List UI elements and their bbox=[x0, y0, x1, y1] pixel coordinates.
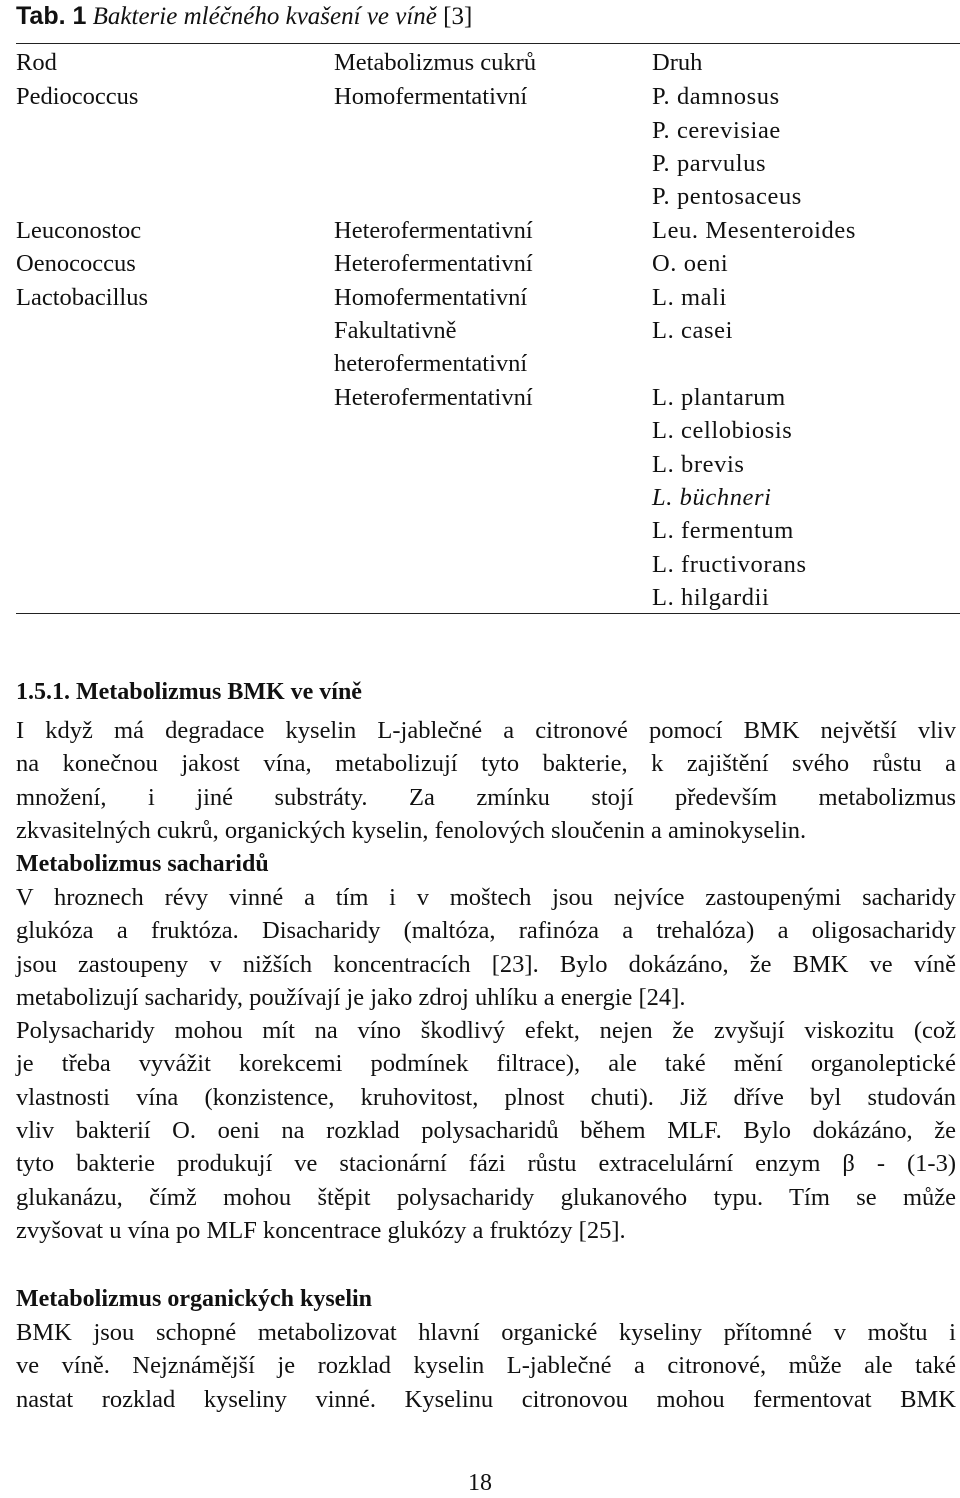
species-l-hilgardii: L. hilgardii bbox=[652, 584, 770, 611]
subheading-organicke-kyseliny: Metabolizmus organických kyselin bbox=[16, 1286, 373, 1312]
sacharidy-paragraph bbox=[16, 881, 956, 1247]
paragraph-line: na konečnou jakost vína, metabolizují tyto bakterie, k zajištění svého růstu a bbox=[16, 750, 956, 778]
species-l-fructivorans: L. fructivorans bbox=[652, 551, 807, 578]
header-metabolizmus: Metabolizmus cukrů bbox=[334, 49, 537, 76]
species-l-buchneri: L. büchneri bbox=[652, 484, 772, 511]
species-p-pentosaceus: P. pentosaceus bbox=[652, 183, 802, 210]
meta-lactobacillus-fakultativne: Fakultativně bbox=[334, 317, 457, 344]
species-p-damnosus: P. damnosus bbox=[652, 83, 780, 110]
caption-reference: [3] bbox=[443, 3, 473, 30]
paragraph-line: BMK jsou schopné metabolizovat hlavní organické kyseliny přítomné v moštu i bbox=[16, 1319, 956, 1346]
species-leu-mesenteroides: Leu. Mesenteroides bbox=[652, 217, 857, 244]
table-bottom-rule bbox=[16, 613, 960, 614]
meta-lactobacillus-fakultativne-cont: heterofermentativní bbox=[334, 350, 528, 377]
organicke-kyseliny-paragraph bbox=[16, 1316, 956, 1416]
meta-leuconostoc: Heterofermentativní bbox=[334, 217, 533, 244]
paragraph-line: je třeba vyvážit korekcemi podmínek filtrace), ale také mění organoleptické bbox=[16, 1050, 956, 1078]
meta-lactobacillus-hetero: Heterofermentativní bbox=[334, 384, 533, 411]
paragraph-line: vlastnosti vína (konzistence, kruhovitost, plnost chuti). Již dříve byl studován bbox=[16, 1083, 956, 1111]
species-l-casei: L. casei bbox=[652, 317, 733, 344]
header-druh: Druh bbox=[652, 49, 703, 76]
table-caption bbox=[16, 0, 472, 33]
paragraph-line: Polysacharidy mohou mít na víno škodlivý efekt, nejen že zvyšují viskozitu (což bbox=[16, 1017, 956, 1045]
paragraph-line: metabolizují sacharidy, používají je jako zdroj uhlíku a energie [24]. bbox=[16, 983, 686, 1011]
meta-oenococcus: Heterofermentativní bbox=[334, 250, 533, 277]
paragraph-line: ve víně. Nejznámější je rozklad kyselin L-jablečné a citronové, může ale také bbox=[16, 1352, 956, 1380]
paragraph-line: množení, i jiné substráty. Za zmínku stojí především metabolizmus bbox=[16, 783, 956, 811]
paragraph-line: glukanázu, čímž mohou štěpit polysacharidy glukanového typu. Tím se může bbox=[16, 1183, 956, 1211]
species-l-fermentum: L. fermentum bbox=[652, 517, 794, 544]
paragraph-line: glukóza a fruktóza. Disacharidy (maltóza, rafinóza a trehalóza) a oligosacharidy bbox=[16, 917, 956, 945]
meta-pediococcus: Homofermentativní bbox=[334, 83, 528, 110]
species-l-plantarum: L. plantarum bbox=[652, 384, 786, 411]
paragraph-line: vliv bakterií O. oeni na rozklad polysacharidů během MLF. Bylo dokázáno, že bbox=[16, 1117, 956, 1145]
rod-pediococcus: Pediococcus bbox=[16, 83, 139, 110]
species-o-oeni: O. oeni bbox=[652, 250, 729, 277]
intro-paragraph bbox=[16, 714, 956, 847]
caption-title: Bakterie mléčného kvašení ve víně bbox=[92, 3, 437, 30]
rod-oenococcus: Oenococcus bbox=[16, 250, 136, 277]
paragraph-line: V hroznech révy vinné a tím i v moštech jsou nejvíce zastoupenými sacharidy bbox=[16, 884, 956, 911]
paragraph-line: jsou zastoupeny v nižších koncentracích [23]. Bylo dokázáno, že BMK ve víně bbox=[16, 950, 956, 978]
paragraph-line: zvyšovat u vína po MLF koncentrace glukózy a fruktózy [25]. bbox=[16, 1216, 626, 1244]
paragraph-line: nastat rozklad kyseliny vinné. Kyselinu citronovou mohou fermentovat BMK bbox=[16, 1385, 956, 1413]
section-heading: 1.5.1. Metabolizmus BMK ve víně bbox=[16, 679, 362, 705]
species-l-cellobiosis: L. cellobiosis bbox=[652, 417, 793, 444]
species-p-cerevisiae: P. cerevisiae bbox=[652, 117, 781, 144]
rod-lactobacillus: Lactobacillus bbox=[16, 284, 148, 311]
page-number: 18 bbox=[468, 1470, 492, 1496]
table-top-rule bbox=[16, 43, 960, 44]
header-rod: Rod bbox=[16, 49, 57, 76]
species-l-mali: L. mali bbox=[652, 284, 727, 311]
rod-leuconostoc: Leuconostoc bbox=[16, 217, 142, 244]
paragraph-line: zkvasitelných cukrů, organických kyselin, fenolových sloučenin a aminokyselin. bbox=[16, 816, 807, 844]
species-p-parvulus: P. parvulus bbox=[652, 150, 767, 177]
meta-lactobacillus-homo: Homofermentativní bbox=[334, 284, 528, 311]
paragraph-line: I když má degradace kyselin L-jablečné a citronové pomocí BMK největší vliv bbox=[16, 717, 956, 744]
species-l-brevis: L. brevis bbox=[652, 451, 745, 478]
caption-label: Tab. 1 bbox=[16, 2, 87, 30]
paragraph-line: tyto bakterie produkují ve stacionární fázi růstu extracelulární enzym β - (1-3) bbox=[16, 1150, 956, 1178]
subheading-sacharidy: Metabolizmus sacharidů bbox=[16, 851, 269, 877]
